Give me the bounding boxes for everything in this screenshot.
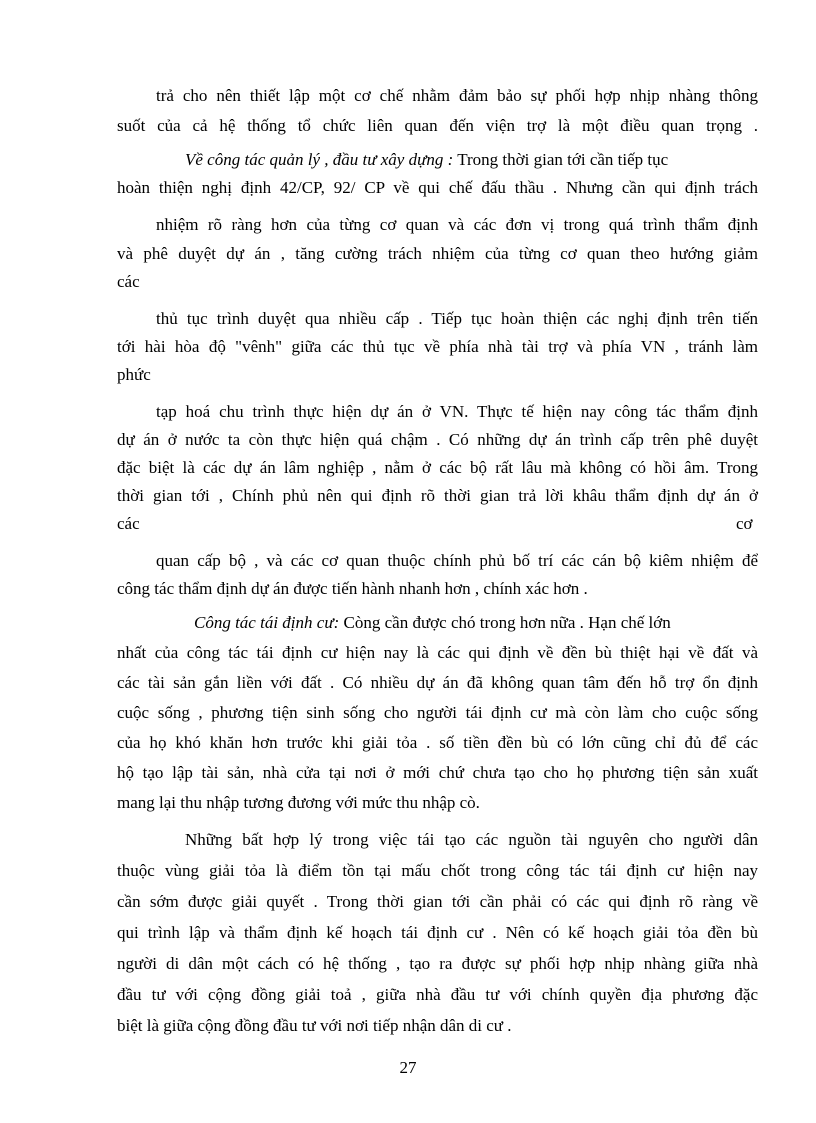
text-line: công tác thẩm định dự án được tiến hành nhanh hơn , chính xác hơn . <box>117 579 588 598</box>
text-line: thuộc vùng giải tỏa là điểm tồn tại mấu chốt trong công tác tái định cư hiện nay <box>117 861 758 880</box>
text-line: quan cấp bộ , và các cơ quan thuộc chính phủ bố trí các cán bộ kiêm nhiệm để <box>156 551 758 570</box>
text-line: nhiệm rõ ràng hơn của từng cơ quan và các đơn vị trong quá trình thẩm định <box>156 215 758 234</box>
text-line: tới hài hòa độ "vênh" giữa các thủ tục về phía nhà tài trợ và phía VN , tránh làm <box>117 337 758 356</box>
section-heading: Về công tác quản lý , đầu tư xây dựng : <box>185 150 454 169</box>
text-line: hoàn thiện nghị định 42/CP, 92/ CP về qui chế đấu thầu . Nhưng cần qui định trách <box>117 178 758 197</box>
text-line: nhất của công tác tái định cư hiện nay là các qui định về đền bù thiệt hại về đất và <box>117 643 758 662</box>
text-line: biệt là giữa cộng đồng đầu tư với nơi tiếp nhận dân di cư . <box>117 1016 512 1035</box>
text-line: suốt của cả hệ thống tổ chức liên quan đến viện trợ là một điều quan trọng . <box>117 116 758 135</box>
text-line: mang lại thu nhập tương đương với mức thu nhập cò. <box>117 793 480 812</box>
text-line: thời gian tới , Chính phủ nên qui định rõ thời gian trả lời khâu thẩm định dự án ở <box>117 486 758 505</box>
text-line: thủ tục trình duyệt qua nhiều cấp . Tiếp tục hoàn thiện các nghị định trên tiến <box>156 309 758 328</box>
text-line: Những bất hợp lý trong việc tái tạo các nguồn tài nguyên cho người dân <box>185 830 758 849</box>
text-line: Công tác tái định cư: Còng cần được chó trong hơn nữa . Hạn chế lớn <box>194 613 671 632</box>
text-line: dự án ở nước ta còn thực hiện quá chậm . Có những dự án trình cấp trên phê duyệt <box>117 430 758 449</box>
text-line: đặc biệt là các dự án lâm nghiệp , nằm ở các bộ rất lâu mà không có hồi âm. Trong <box>117 458 758 477</box>
text-line: các tài sản gắn liền với đất . Có nhiều dự án đã không quan tâm đến hỗ trợ ổn định <box>117 673 758 692</box>
text-line: qui trình lập và thẩm định kế hoạch tái định cư . Nên có kế hoạch giải tỏa đền bù <box>117 923 758 942</box>
text-line: cơ <box>736 514 753 533</box>
text-line: và phê duyệt dự án , tăng cường trách nhiệm của từng cơ quan theo hướng giảm <box>117 244 758 263</box>
text-line: người di dân một cách có hệ thống , tạo ra được sự phối hợp nhịp nhàng giữa nhà <box>117 954 758 973</box>
text-line: cần sớm được giải quyết . Trong thời gian tới cần phải có các qui định rõ ràng về <box>117 892 758 911</box>
section-heading: Công tác tái định cư: <box>194 613 340 632</box>
text-line: các <box>117 514 140 533</box>
text-line: phức <box>117 365 151 384</box>
text-line: tạp hoá chu trình thực hiện dự án ở VN. Thực tế hiện nay công tác thẩm định <box>156 402 758 421</box>
text-line: Về công tác quản lý , đầu tư xây dựng : Trong thời gian tới cần tiếp tục <box>185 150 669 169</box>
page-number: 27 <box>399 1058 417 1077</box>
text-line: trả cho nên thiết lập một cơ chế nhằm đảm bảo sự phối hợp nhịp nhàng thông <box>156 86 758 105</box>
text-line: của họ khó khăn hơn trước khi giải tỏa . số tiền đền bù có lớn cũng chỉ đủ để các <box>117 733 758 752</box>
text-line: cuộc sống , phương tiện sinh sống cho người tái định cư mà còn làm cho cuộc sống <box>117 703 758 722</box>
text-line: hộ tạo lập tài sản, nhà cửa tại nơi ở mới chứ chưa tạo cho họ phương tiện sản xuất <box>117 763 758 782</box>
text-line: đầu tư với cộng đồng giải toả , giữa nhà đầu tư với chính quyền địa phương đặc <box>117 985 758 1004</box>
text-line: các <box>117 272 140 291</box>
